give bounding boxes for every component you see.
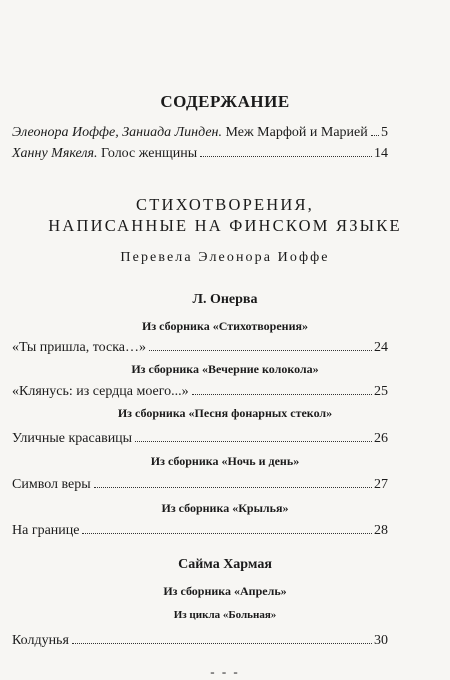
collection-heading: Из сборника «Ночь и день» <box>150 454 300 468</box>
page-number: 26 <box>374 431 388 446</box>
author-name: Сайма Хармая <box>178 557 272 572</box>
leader-dots <box>94 487 372 488</box>
page-number: 5 <box>381 125 388 140</box>
toc-entry[interactable] <box>12 146 388 162</box>
entry-title: Колдунья <box>12 633 69 648</box>
toc-entry[interactable] <box>12 384 388 400</box>
toc-heading: СОДЕРЖАНИЕ <box>160 92 290 111</box>
toc-entry[interactable] <box>12 477 388 493</box>
page-number: 14 <box>374 146 388 161</box>
page-number: 30 <box>374 633 388 648</box>
page-number: 25 <box>374 384 388 399</box>
toc-entry[interactable] <box>12 431 388 447</box>
collection-heading: Из сборника «Песня фонарных стекол» <box>117 406 333 420</box>
entry-title: «Клянусь: из сердца моего...» <box>12 384 189 399</box>
section-title-line-1: СТИХОТВОРЕНИЯ, <box>135 195 314 214</box>
entry-title: Уличные красавицы <box>12 431 133 446</box>
collection-heading: Из сборника «Вечерние колокола» <box>131 362 319 376</box>
collection-heading: Из сборника «Апрель» <box>163 584 287 598</box>
leader-dots <box>192 394 372 395</box>
leader-dots <box>371 135 379 136</box>
entry-title: На границе <box>12 523 80 538</box>
leader-dots <box>149 350 372 351</box>
entry-title: Символ веры <box>12 477 91 492</box>
leader-dots <box>135 441 372 442</box>
toc-entry[interactable] <box>12 633 388 649</box>
toc-entry[interactable] <box>12 125 388 141</box>
leader-dots <box>72 643 372 644</box>
page-number: 24 <box>374 340 388 355</box>
page-number: 28 <box>374 523 388 538</box>
entry-text <box>12 125 368 141</box>
entry-title: «Ты пришла, тоска…» <box>12 340 147 355</box>
toc-entry[interactable] <box>12 523 388 539</box>
collection-heading: Из сборника «Стихотворения» <box>141 319 309 333</box>
entry-title: Голос женщины <box>101 146 198 161</box>
leader-dots <box>82 533 372 534</box>
leader-dots <box>200 156 372 157</box>
page-number: 27 <box>374 477 388 492</box>
entry-text <box>12 146 197 162</box>
entry-authors: Элеонора Иоффе, Заниада Линден. <box>12 125 222 140</box>
entry-title: Меж Марфой и Марией <box>225 125 368 140</box>
translator-credit: Перевела Элеонора Иоффе <box>120 250 330 265</box>
entry-authors: Ханну Мякеля. <box>12 146 98 161</box>
section-title-line-2: НАПИСАННЫЕ НА ФИНСКОМ ЯЗЫКЕ <box>48 216 402 235</box>
cycle-heading: Из цикла «Больная» <box>173 609 277 621</box>
page-footer-mark: - - - <box>210 664 240 679</box>
author-name: Л. Онерва <box>192 292 258 307</box>
toc-entry[interactable] <box>12 340 388 356</box>
collection-heading: Из сборника «Крылья» <box>161 501 289 515</box>
